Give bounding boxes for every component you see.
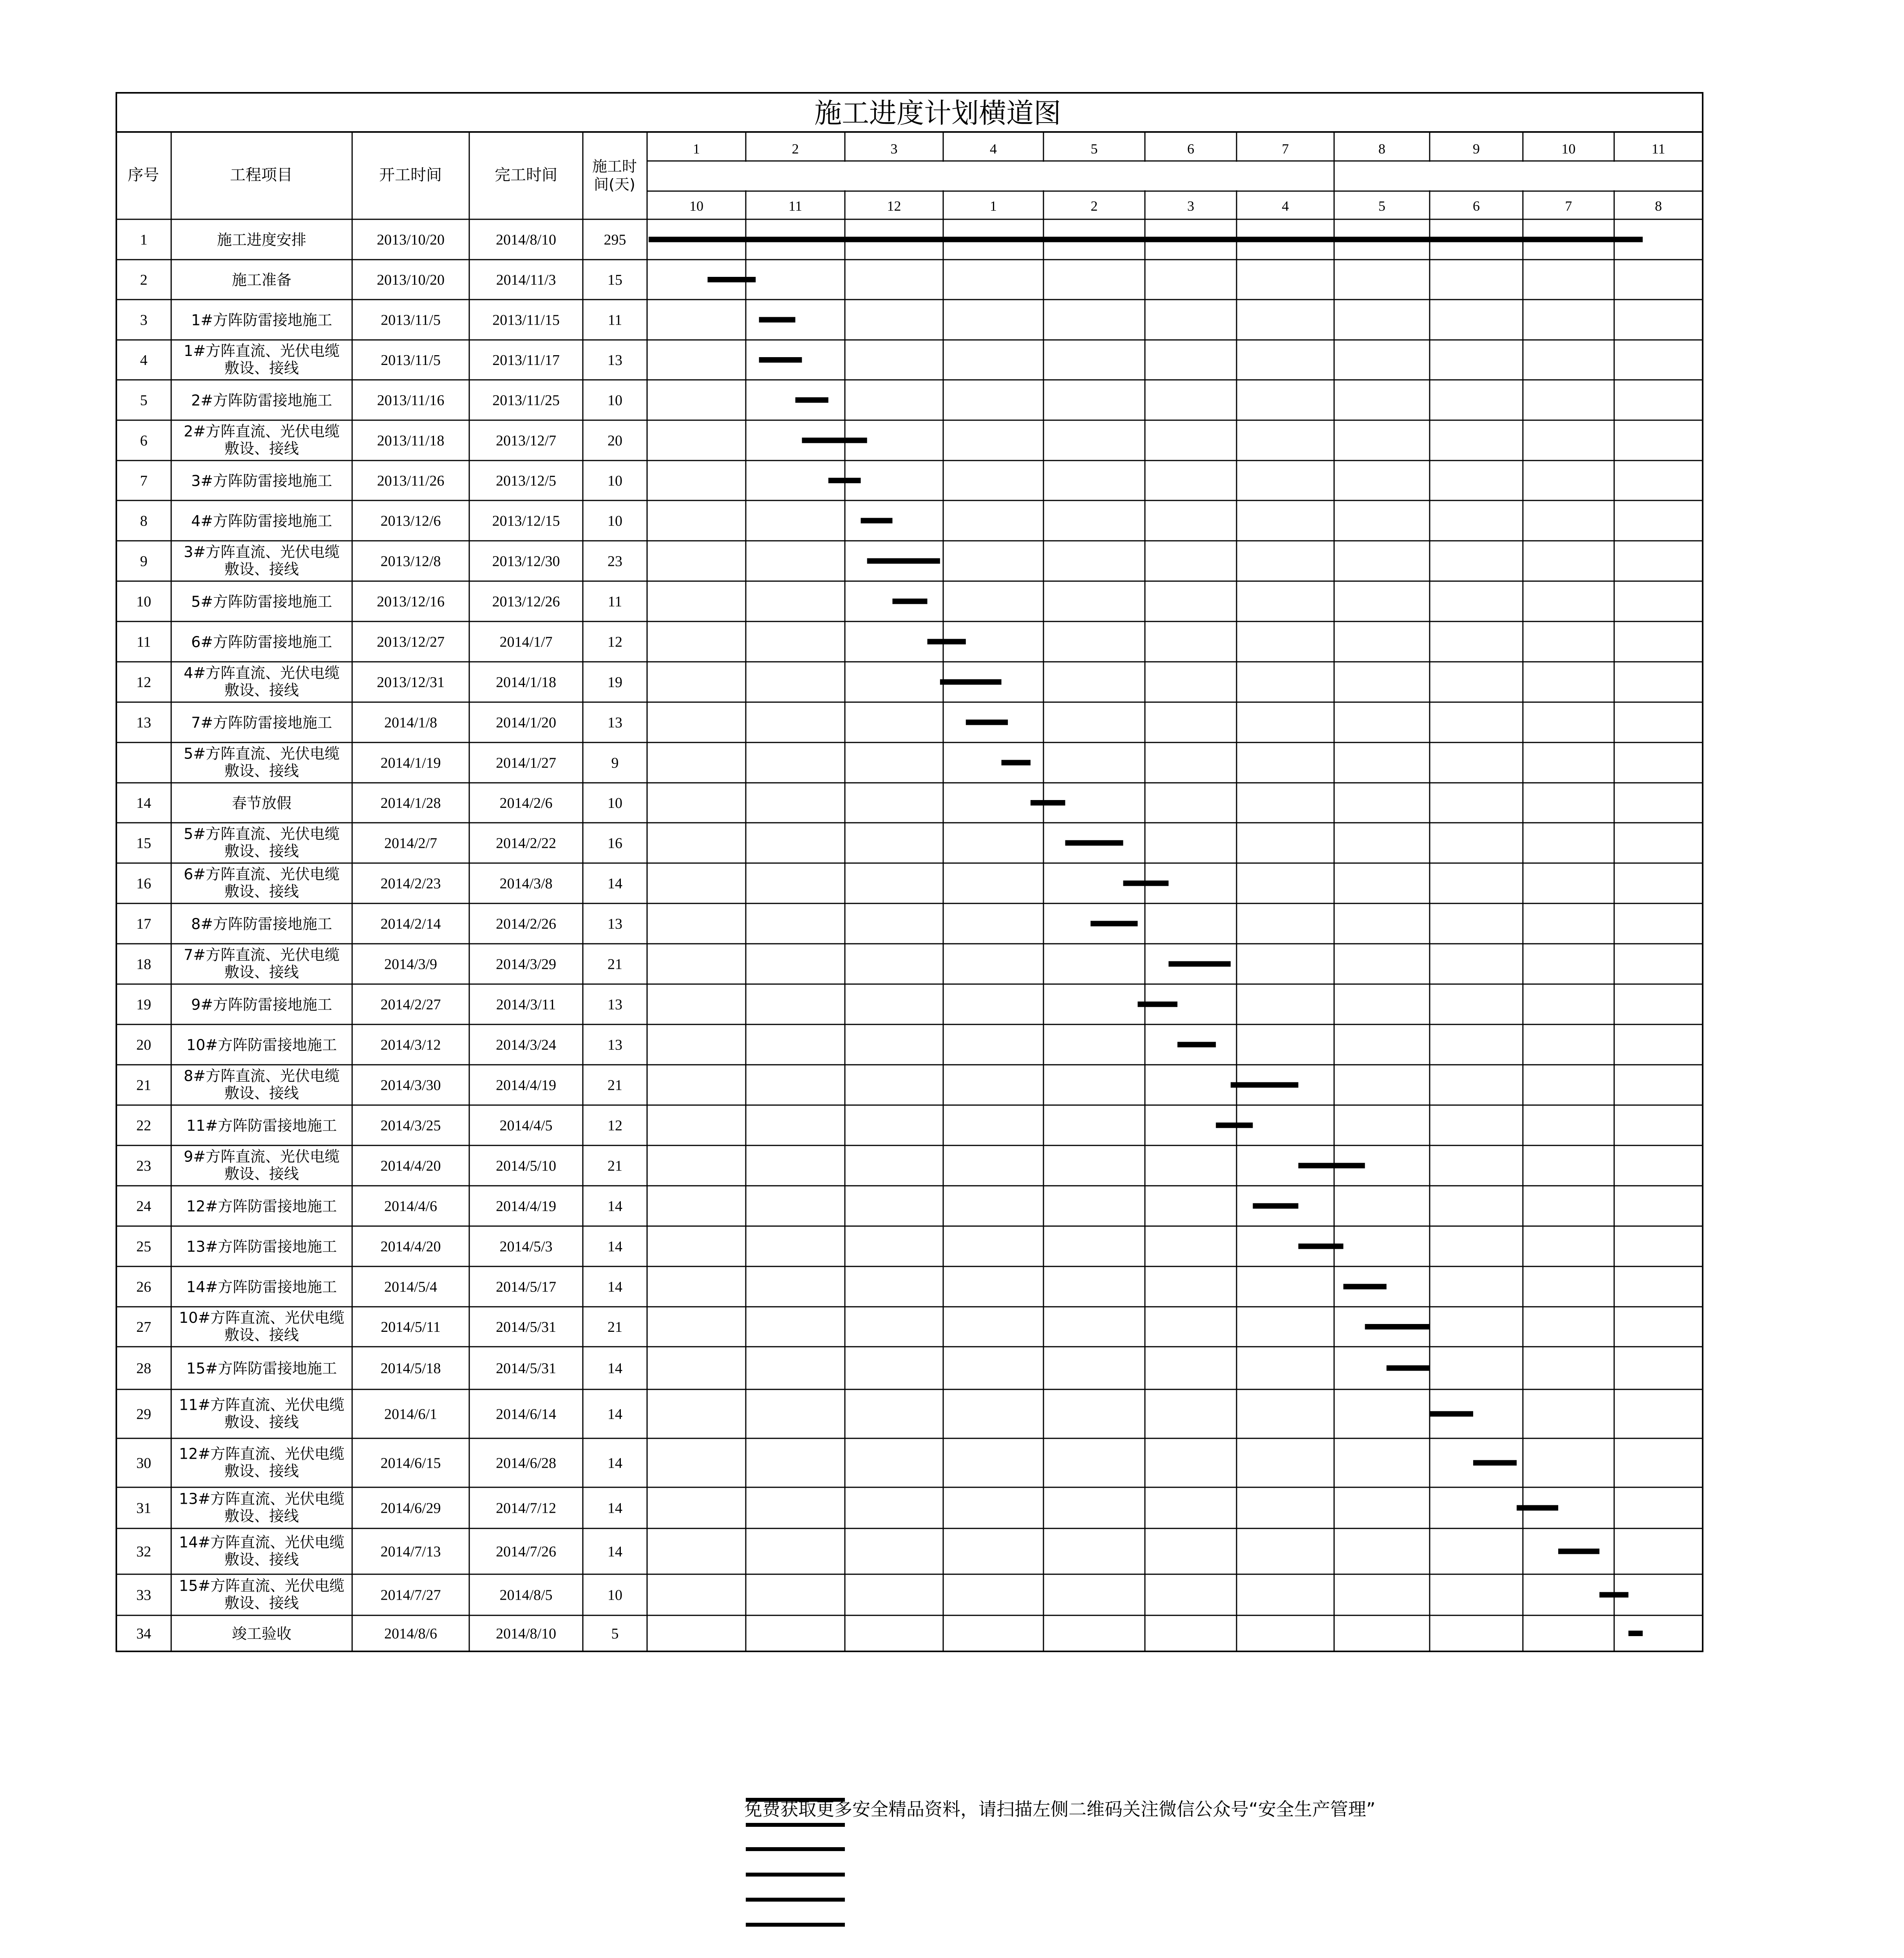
row-item-name: 7#方阵防雷接地施工 <box>191 714 333 732</box>
gantt-bar <box>1123 881 1169 886</box>
row-item-name: 1#方阵防雷接地施工 <box>191 311 333 329</box>
calendar-month-label: 7 <box>1565 198 1572 214</box>
month-index-label: 8 <box>1378 141 1385 157</box>
row-seq: 23 <box>136 1158 151 1174</box>
row-end-date: 2014/5/31 <box>495 1319 557 1335</box>
table-row <box>136 996 622 1013</box>
blank-underline <box>746 1898 845 1902</box>
row-item-name: 施工进度安排 <box>217 231 307 249</box>
row-seq: 10 <box>136 593 151 610</box>
row-item-name: 敷设、接线 <box>224 1507 299 1525</box>
row-seq: 5 <box>140 392 148 409</box>
row-item-name: 5#方阵直流、光伏电缆 <box>183 745 340 762</box>
row-item-name: 4#方阵直流、光伏电缆 <box>183 664 340 682</box>
row-end-date: 2013/11/17 <box>492 352 560 368</box>
row-end-date: 2013/11/25 <box>492 392 560 409</box>
row-duration: 10 <box>608 513 622 529</box>
table-row <box>140 271 623 289</box>
row-item-name: 12#方阵直流、光伏电缆 <box>179 1445 345 1463</box>
row-item-name: 敷设、接线 <box>224 963 299 981</box>
gantt-bar <box>1002 760 1031 766</box>
row-item-name: 9#方阵防雷接地施工 <box>191 996 333 1013</box>
row-seq: 9 <box>140 553 148 570</box>
gantt-bar <box>1065 840 1123 846</box>
row-start-date: 2014/2/23 <box>380 875 441 892</box>
row-duration: 20 <box>608 432 622 449</box>
row-end-date: 2014/3/24 <box>495 1037 557 1053</box>
row-start-date: 2014/7/27 <box>380 1587 441 1604</box>
row-duration: 14 <box>608 1238 622 1255</box>
row-item-name: 竣工验收 <box>231 1625 292 1642</box>
row-end-date: 2013/12/15 <box>492 513 560 529</box>
gantt-bar <box>1177 1042 1216 1048</box>
row-seq: 16 <box>136 875 151 892</box>
row-item-name: 8#方阵防雷接地施工 <box>191 915 333 933</box>
gantt-bar <box>649 237 1643 242</box>
table-row <box>137 634 622 651</box>
row-seq: 1 <box>140 231 148 248</box>
row-seq: 12 <box>136 674 151 691</box>
page-title: 施工进度计划横道图 <box>814 97 1061 129</box>
row-start-date: 2013/12/31 <box>376 674 445 691</box>
row-end-date: 2014/3/11 <box>496 996 556 1013</box>
header-duration-line2: 间(天) <box>594 176 635 193</box>
row-start-date: 2014/7/13 <box>380 1543 441 1560</box>
row-end-date: 2014/6/14 <box>495 1406 557 1423</box>
row-start-date: 2013/12/8 <box>380 553 441 570</box>
row-item-name: 施工准备 <box>231 271 292 289</box>
table-row <box>136 1360 622 1377</box>
row-item-name: 敷设、接线 <box>224 1084 299 1102</box>
row-item-name: 15#方阵防雷接地施工 <box>186 1360 337 1377</box>
row-start-date: 2014/4/6 <box>384 1198 438 1215</box>
row-duration: 13 <box>608 1037 622 1053</box>
gantt-bar <box>1231 1082 1298 1088</box>
row-duration: 14 <box>608 1198 622 1215</box>
table-row <box>136 1534 622 1568</box>
row-seq: 2 <box>140 272 148 288</box>
gantt-bars <box>649 237 1643 1636</box>
row-end-date: 2014/11/3 <box>496 272 556 288</box>
row-end-date: 2014/7/26 <box>495 1543 557 1560</box>
row-item-name: 6#方阵直流、光伏电缆 <box>183 865 340 883</box>
row-end-date: 2014/7/12 <box>495 1500 557 1517</box>
row-seq: 14 <box>136 795 151 811</box>
row-start-date: 2013/11/5 <box>381 352 441 368</box>
row-duration: 21 <box>608 1158 622 1174</box>
row-start-date: 2014/4/20 <box>380 1238 441 1255</box>
row-end-date: 2014/4/19 <box>495 1198 557 1215</box>
row-duration: 5 <box>611 1626 619 1642</box>
row-start-date: 2013/10/20 <box>376 231 445 248</box>
row-end-date: 2014/3/8 <box>499 875 553 892</box>
gantt-bar <box>1517 1505 1558 1511</box>
row-item-name: 6#方阵防雷接地施工 <box>191 633 333 651</box>
row-seq: 6 <box>140 432 148 449</box>
footnote: 免费获取更多安全精品资料，请扫描左侧二维码关注微信公众号“安全生产管理” <box>744 1799 1376 1820</box>
row-duration: 14 <box>608 875 622 892</box>
gantt-bar <box>828 478 861 483</box>
row-item-name: 7#方阵直流、光伏电缆 <box>183 946 340 964</box>
row-seq: 17 <box>136 916 151 932</box>
gantt-bar <box>1558 1549 1599 1554</box>
table-row <box>136 1577 622 1612</box>
row-start-date: 2014/3/25 <box>380 1117 441 1134</box>
table-row <box>136 1238 622 1255</box>
row-end-date: 2013/12/26 <box>492 593 560 610</box>
row-seq: 22 <box>136 1117 151 1134</box>
row-start-date: 2014/6/29 <box>380 1500 441 1517</box>
row-start-date: 2013/10/20 <box>376 272 445 288</box>
row-duration: 10 <box>608 473 622 489</box>
row-item-name: 敷设、接线 <box>224 681 299 699</box>
calendar-month-label: 8 <box>1655 198 1662 214</box>
row-item-name: 敷设、接线 <box>224 560 299 578</box>
row-item-name: 春节放假 <box>231 795 292 812</box>
row-start-date: 2013/11/16 <box>377 392 445 409</box>
row-item-name: 10#方阵直流、光伏电缆 <box>179 1309 345 1326</box>
row-start-date: 2014/1/28 <box>380 795 441 811</box>
row-end-date: 2014/4/5 <box>499 1117 553 1134</box>
row-start-date: 2013/11/5 <box>381 312 441 329</box>
calendar-month-label: 6 <box>1473 198 1480 214</box>
table-row <box>136 1068 622 1102</box>
table-row <box>184 745 619 780</box>
row-duration: 11 <box>608 593 622 610</box>
gantt-bar <box>1430 1411 1473 1417</box>
row-seq: 32 <box>136 1543 151 1560</box>
row-end-date: 2014/8/5 <box>499 1587 553 1604</box>
row-duration: 14 <box>608 1543 622 1560</box>
row-item-name: 敷设、接线 <box>224 1594 299 1612</box>
table-row <box>136 1117 622 1134</box>
gantt-bar <box>1628 1631 1642 1636</box>
row-item-name: 1#方阵直流、光伏电缆 <box>183 342 340 359</box>
calendar-month-label: 1 <box>990 198 997 214</box>
gantt-bar <box>1387 1366 1430 1371</box>
row-item-name: 敷设、接线 <box>224 1165 299 1183</box>
row-start-date: 2013/12/27 <box>376 634 445 650</box>
row-item-name: 敷设、接线 <box>224 1326 299 1344</box>
row-item-name: 12#方阵防雷接地施工 <box>186 1198 337 1215</box>
row-end-date: 2013/11/15 <box>492 312 560 329</box>
row-item-name: 2#方阵防雷接地施工 <box>191 392 333 409</box>
task-rows <box>136 231 626 1643</box>
row-end-date: 2013/12/30 <box>492 553 560 570</box>
header-seq: 序号 <box>128 166 159 184</box>
grid-lines <box>116 132 1703 1651</box>
table-row <box>136 1490 622 1525</box>
table-row <box>140 231 626 249</box>
row-end-date: 2014/1/20 <box>495 714 557 731</box>
row-item-name: 5#方阵直流、光伏电缆 <box>183 825 340 843</box>
row-end-date: 2014/2/26 <box>495 916 557 932</box>
gantt-bar <box>1365 1324 1430 1329</box>
row-seq: 4 <box>140 352 148 368</box>
row-item-name: 敷设、接线 <box>224 1462 299 1480</box>
row-end-date: 2014/8/10 <box>495 1626 557 1642</box>
calendar-month-label: 4 <box>1282 198 1289 214</box>
row-end-date: 2013/12/7 <box>495 432 557 449</box>
month-index-label: 4 <box>990 141 997 157</box>
row-item-name: 14#方阵防雷接地施工 <box>186 1278 337 1296</box>
row-item-name: 3#方阵直流、光伏电缆 <box>183 543 340 561</box>
row-start-date: 2014/2/14 <box>380 916 441 932</box>
row-start-date: 2014/1/19 <box>380 755 441 771</box>
row-item-name: 15#方阵直流、光伏电缆 <box>179 1577 345 1595</box>
row-item-name: 敷设、接线 <box>224 883 299 900</box>
row-start-date: 2013/11/26 <box>377 473 445 489</box>
gantt-bar <box>1031 800 1065 806</box>
calendar-month-label: 5 <box>1378 198 1385 214</box>
gantt-bar <box>1298 1163 1365 1169</box>
month-index-label: 1 <box>693 141 700 157</box>
row-seq: 18 <box>136 956 151 973</box>
gantt-bar <box>759 357 802 363</box>
row-start-date: 2014/6/15 <box>380 1455 441 1472</box>
row-end-date: 2014/1/18 <box>495 674 557 691</box>
gantt-bar <box>861 518 892 524</box>
row-start-date: 2014/2/27 <box>380 996 441 1013</box>
gantt-bar <box>802 438 867 443</box>
row-start-date: 2014/2/7 <box>384 835 438 852</box>
row-seq: 31 <box>136 1500 151 1517</box>
row-duration: 10 <box>608 392 622 409</box>
blank-underline <box>746 1847 845 1851</box>
row-item-name: 敷设、接线 <box>224 1551 299 1568</box>
row-item-name: 敷设、接线 <box>224 762 299 780</box>
month-index-label: 3 <box>890 141 898 157</box>
row-seq: 15 <box>136 835 151 852</box>
gantt-bar <box>966 720 1008 725</box>
month-index-label: 7 <box>1282 141 1289 157</box>
row-item-name: 3#方阵防雷接地施工 <box>191 472 333 490</box>
row-start-date: 2013/12/16 <box>376 593 445 610</box>
row-seq: 28 <box>136 1360 151 1377</box>
gantt-bar <box>1138 1002 1178 1007</box>
month-index-label: 9 <box>1473 141 1480 157</box>
row-seq: 11 <box>136 634 151 650</box>
table-row <box>136 1396 622 1431</box>
gantt-bar <box>940 679 1002 685</box>
gantt-bar <box>1298 1244 1343 1249</box>
row-item-name: 敷设、接线 <box>224 440 299 457</box>
row-item-name: 8#方阵直流、光伏电缆 <box>183 1067 340 1085</box>
table-row <box>140 342 623 377</box>
row-start-date: 2014/3/9 <box>384 956 438 973</box>
table-row <box>136 714 622 732</box>
row-duration: 12 <box>608 1117 622 1134</box>
gantt-bar <box>1253 1203 1298 1209</box>
table-row <box>136 1309 622 1344</box>
row-duration: 13 <box>608 352 622 368</box>
row-item-name: 5#方阵防雷接地施工 <box>191 593 333 611</box>
row-end-date: 2014/1/27 <box>495 755 557 771</box>
row-item-name: 10#方阵防雷接地施工 <box>186 1036 337 1054</box>
row-start-date: 2014/1/8 <box>384 714 438 731</box>
row-duration: 10 <box>608 1587 622 1604</box>
gantt-bar <box>796 397 828 403</box>
row-seq: 27 <box>136 1319 151 1335</box>
table-row <box>136 665 622 699</box>
row-seq: 13 <box>136 714 151 731</box>
row-start-date: 2014/8/6 <box>384 1626 438 1642</box>
header-start: 开工时间 <box>379 166 442 184</box>
table-row <box>136 1445 622 1480</box>
row-duration: 15 <box>608 272 622 288</box>
row-item-name: 11#方阵防雷接地施工 <box>186 1117 337 1134</box>
month-index-label: 11 <box>1651 141 1665 157</box>
row-item-name: 敷设、接线 <box>224 1413 299 1431</box>
row-seq: 20 <box>136 1037 151 1053</box>
row-seq: 33 <box>136 1587 151 1604</box>
row-end-date: 2014/5/3 <box>499 1238 553 1255</box>
row-seq: 7 <box>140 473 148 489</box>
row-item-name: 敷设、接线 <box>224 359 299 377</box>
table-row <box>136 1198 622 1215</box>
gantt-bar <box>1216 1123 1253 1128</box>
row-item-name: 敷设、接线 <box>224 842 299 860</box>
row-duration: 9 <box>611 755 619 771</box>
row-seq: 34 <box>136 1626 151 1642</box>
row-duration: 21 <box>608 1077 622 1094</box>
calendar-month-label: 2 <box>1090 198 1098 214</box>
calendar-month-label: 11 <box>788 198 802 214</box>
row-item-name: 13#方阵直流、光伏电缆 <box>179 1490 345 1508</box>
row-item-name: 13#方阵防雷接地施工 <box>186 1238 337 1255</box>
row-duration: 14 <box>608 1279 622 1295</box>
row-end-date: 2014/6/28 <box>495 1455 557 1472</box>
gantt-bar <box>928 639 966 645</box>
row-seq: 25 <box>136 1238 151 1255</box>
row-seq: 29 <box>136 1406 151 1423</box>
calendar-month-label: 3 <box>1187 198 1194 214</box>
gantt-bar <box>707 277 756 282</box>
gantt-bar <box>892 599 927 604</box>
table-row <box>136 795 622 812</box>
gantt-bar <box>1599 1592 1628 1598</box>
row-duration: 14 <box>608 1455 622 1472</box>
row-duration: 295 <box>604 231 626 248</box>
row-duration: 12 <box>608 634 622 650</box>
blank-underline <box>746 1923 845 1927</box>
row-seq: 19 <box>136 996 151 1013</box>
table-row <box>136 866 622 900</box>
row-end-date: 2014/4/19 <box>495 1077 557 1094</box>
row-start-date: 2014/3/30 <box>380 1077 441 1094</box>
row-start-date: 2014/4/20 <box>380 1158 441 1174</box>
table-row <box>136 1148 622 1183</box>
row-start-date: 2014/5/18 <box>380 1360 441 1377</box>
row-start-date: 2014/5/11 <box>381 1319 441 1335</box>
calendar-month-label: 10 <box>689 198 703 214</box>
row-start-date: 2013/11/18 <box>377 432 445 449</box>
table-row <box>136 946 622 981</box>
gantt-bar <box>1168 961 1231 967</box>
table-row <box>140 544 623 578</box>
table-row <box>140 312 622 329</box>
row-item-name: 14#方阵直流、光伏电缆 <box>179 1534 345 1551</box>
table-row <box>140 472 623 490</box>
month-index-label: 6 <box>1187 141 1194 157</box>
row-seq: 30 <box>136 1455 151 1472</box>
row-end-date: 2014/2/22 <box>495 835 557 852</box>
gantt-bar <box>1343 1284 1387 1290</box>
row-end-date: 2014/8/10 <box>495 231 557 248</box>
row-item-name: 4#方阵防雷接地施工 <box>191 512 333 530</box>
row-duration: 14 <box>608 1500 622 1517</box>
row-duration: 13 <box>608 916 622 932</box>
table-row <box>140 513 623 530</box>
row-end-date: 2014/5/10 <box>495 1158 557 1174</box>
gantt-bar <box>759 317 796 323</box>
row-item-name: 11#方阵直流、光伏电缆 <box>179 1396 345 1414</box>
row-duration: 13 <box>608 714 622 731</box>
calendar-month-label: 12 <box>887 198 901 214</box>
month-index-label: 2 <box>792 141 799 157</box>
table-row <box>136 825 622 860</box>
row-start-date: 2014/5/4 <box>384 1279 438 1295</box>
row-duration: 19 <box>608 674 622 691</box>
row-start-date: 2014/3/12 <box>380 1037 441 1053</box>
table-row <box>140 392 623 409</box>
row-seq: 8 <box>140 513 148 529</box>
table-row <box>136 593 622 611</box>
row-item-name: 2#方阵直流、光伏电缆 <box>183 423 340 440</box>
row-end-date: 2014/5/17 <box>495 1279 557 1295</box>
row-end-date: 2014/5/31 <box>495 1360 557 1377</box>
row-item-name: 9#方阵直流、光伏电缆 <box>183 1148 340 1165</box>
table-row <box>140 423 623 457</box>
row-duration: 11 <box>608 312 622 329</box>
gantt-bar <box>867 558 940 564</box>
table-row <box>136 916 622 933</box>
row-duration: 13 <box>608 996 622 1013</box>
row-start-date: 2014/6/1 <box>384 1406 438 1423</box>
row-duration: 10 <box>608 795 622 811</box>
month-index-label: 10 <box>1561 141 1576 157</box>
row-seq: 21 <box>136 1077 151 1094</box>
row-seq: 3 <box>140 312 148 329</box>
month-index-label: 5 <box>1090 141 1098 157</box>
row-end-date: 2013/12/5 <box>495 473 557 489</box>
table-row <box>136 1625 619 1642</box>
row-duration: 14 <box>608 1406 622 1423</box>
blank-underline <box>746 1873 845 1877</box>
table-row <box>136 1037 622 1054</box>
header-item: 工程项目 <box>230 166 293 184</box>
row-seq: 26 <box>136 1279 151 1295</box>
row-end-date: 2014/1/7 <box>499 634 553 650</box>
row-duration: 16 <box>608 835 622 852</box>
row-duration: 21 <box>608 1319 622 1335</box>
table-row <box>136 1279 622 1296</box>
row-duration: 14 <box>608 1360 622 1377</box>
header-end: 完工时间 <box>495 166 557 184</box>
row-duration: 21 <box>608 956 622 973</box>
row-end-date: 2014/2/6 <box>499 795 553 811</box>
row-start-date: 2013/12/6 <box>380 513 441 529</box>
row-duration: 23 <box>608 553 622 570</box>
header-duration-line1: 施工时 <box>592 158 637 175</box>
gantt-bar <box>1090 921 1137 927</box>
row-end-date: 2014/3/29 <box>495 956 557 973</box>
row-seq: 24 <box>136 1198 151 1215</box>
gantt-bar <box>1473 1460 1517 1466</box>
